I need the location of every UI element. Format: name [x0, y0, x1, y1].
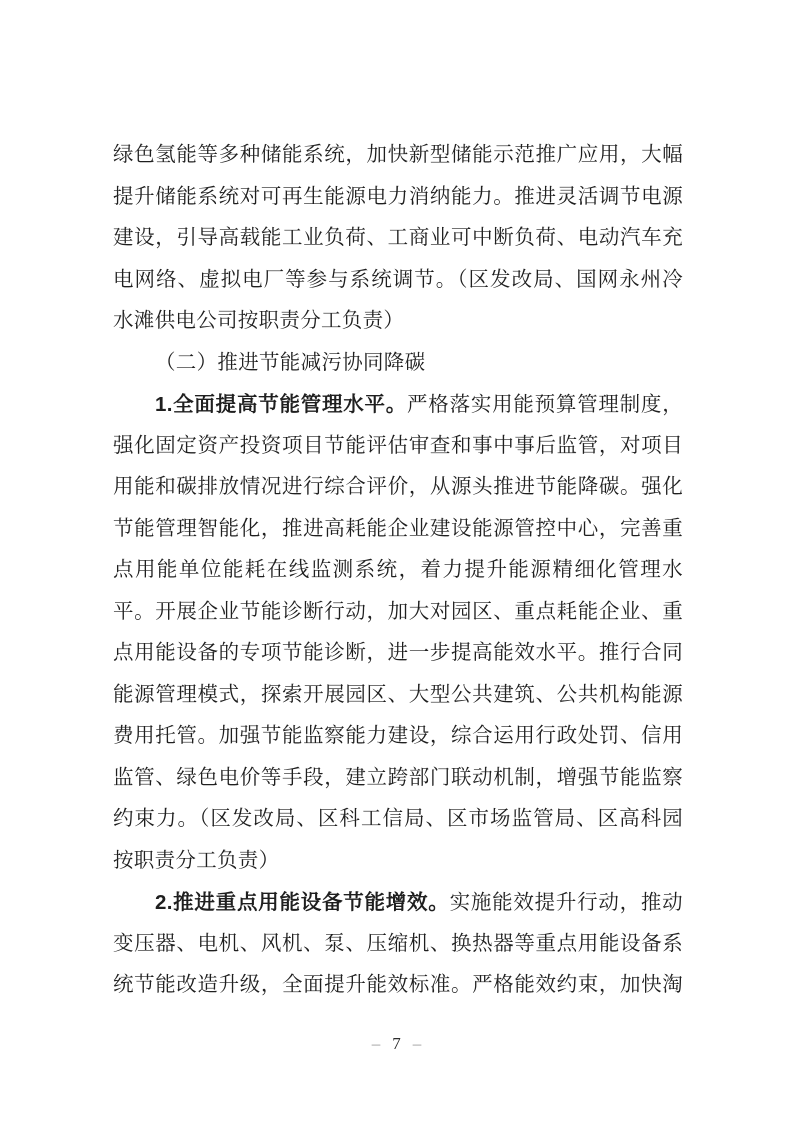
- text-block: [113, 135, 683, 1007]
- text-line: 平。开展企业节能诊断行动，加大对园区、重点耗能企业、重: [113, 600, 683, 623]
- footer-dash-right: –: [412, 1034, 422, 1053]
- numbered-item-lead: 1.全面提高节能管理水平。: [155, 393, 408, 416]
- text-line: 提升储能系统对可再生能源电力消纳能力。推进灵活调节电源: [113, 185, 683, 208]
- text-line: 点用能单位能耗在线监测系统，着力提升能源精细化管理水: [113, 559, 683, 581]
- text-line: 能源管理模式，探索开展园区、大型公共建筑、公共机构能源: [113, 683, 683, 706]
- section-heading: （二）推进节能减污协同降碳: [155, 351, 426, 374]
- text-line: 用能和碳排放情况进行综合评价，从源头推进节能降碳。强化: [113, 476, 683, 498]
- page-number: 7: [392, 1034, 401, 1053]
- text-line: 电网络、虚拟电厂等参与系统调节。（区发改局、国网永州冷: [113, 268, 683, 291]
- text-line: 约束力。（区发改局、区科工信局、区市场监管局、区高科园: [113, 808, 683, 830]
- text-line: 变压器、电机、风机、泵、压缩机、换热器等重点用能设备系: [113, 932, 683, 955]
- text-line: 监管、绿色电价等手段，建立跨部门联动机制，增强节能监察: [113, 766, 683, 789]
- text-line: 绿色氢能等多种储能系统，加快新型储能示范推广应用，大幅: [113, 144, 683, 166]
- text-line: 统节能改造升级，全面提升能效标准。严格能效约束，加快淘: [113, 974, 683, 996]
- page-footer: [0, 1030, 793, 1058]
- text-line: 按职责分工负责）: [113, 849, 280, 872]
- text-line: 建设，引导高载能工业负荷、工商业可中断负荷、电动汽车充: [113, 227, 683, 249]
- numbered-item-line: 2.推进重点用能设备节能增效。实施能效提升行动，推动: [155, 891, 683, 914]
- text-line: 点用能设备的专项节能诊断，进一步提高能效水平。推行合同: [113, 642, 683, 664]
- text-line: 费用托管。加强节能监察能力建设，综合运用行政处罚、信用: [113, 725, 683, 747]
- numbered-item-line: 1.全面提高节能管理水平。严格落实用能预算管理制度，: [155, 393, 683, 416]
- numbered-item-lead: 2.推进重点用能设备节能增效。: [155, 891, 450, 914]
- text-line: 强化固定资产投资项目节能评估审查和事中事后监管，对项目: [113, 434, 683, 457]
- text-line: 节能管理智能化，推进高耗能企业建设能源管控中心，完善重: [113, 517, 683, 540]
- text-line: 水滩供电公司按职责分工负责）: [113, 310, 405, 332]
- footer-dash-left: –: [371, 1034, 381, 1053]
